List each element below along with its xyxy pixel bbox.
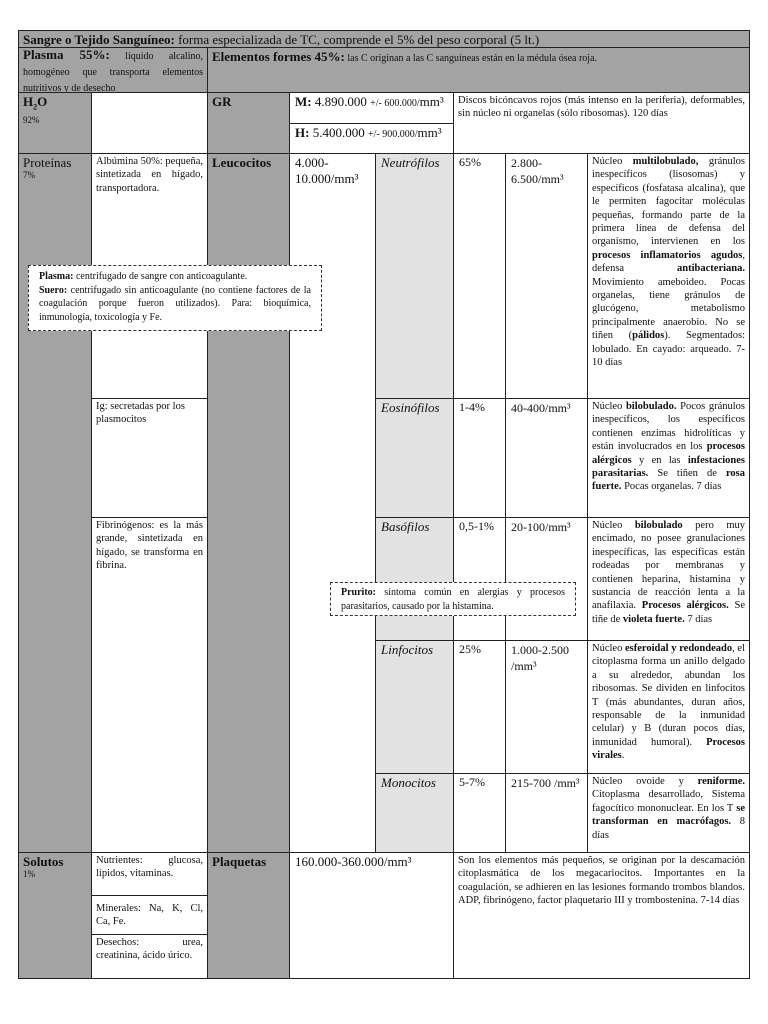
monocitos-name: Monocitos [375,773,454,853]
neutrofilos-name: Neutrófilos [375,153,454,399]
elementos-desc: las C originan a las C sanguíneas están en la médula ósea roja. [344,53,598,64]
h2o-detail [91,92,208,154]
monocitos-pct: 5-7% [453,773,506,853]
leucocitos-count: 4.000-10.000/mm³ [289,153,376,853]
solutos-cell [18,852,92,979]
gr-desc: Discos bicóncavos rojos (más intenso en la periferia), deformables, sin núcleo ni organelas (sólo ribosomas). 120 días [453,92,750,154]
minerales-cell: Minerales: Na, K, Cl, Ca, Fe. [91,895,208,935]
linfocitos-name: Linfocitos [375,640,454,774]
proteinas-label: Proteínas [23,155,72,170]
ig-cell: Ig: secretadas por los plasmocitos [91,398,208,518]
basofilos-desc: Núcleo bilobulado pero muy encimado, no posee granulaciones inespecíficas, las específicas están rodeadas por membranas y contienen heparina, histamina y sustancia de reacción lenta a la anafilaxia. Procesos alérgicos. Se tiñe de violeta fuerte. 7 días [587,517,750,641]
nutrientes-cell: Nutrientes: glucosa, lípidos, vitaminas. [91,852,208,896]
neutrofilos-desc: Núcleo multilobulado, gránulos inespecíficos (lisosomas) y específicos (fosfatasa alcalina), que le permiten fagocitar moléculas pequeñas, formando parte de la primera línea de defensa del organismo, intervienen en los procesos inflamatorios agudos, defensa antibacteriana. Movimiento ameboideo. Pocas organelas, tiene gránulos de glucógeno, metabolismo principalmente anaerobio. No se tiñen (pálidos). Segmentados: lobulado. En cayado: arqueado. 7-10 días [587,153,750,399]
solutos-label: Solutos [23,854,64,869]
proteinas-cell [18,153,92,853]
eosinofilos-count: 40-400/mm³ [505,398,588,518]
plasma-header [18,47,208,93]
albumina-cell: Albúmina 50%: pequeña, sintetizada en hígado, transportadora. [91,153,208,399]
h2o-cell [18,92,92,154]
title-row [18,30,750,48]
plaquetas-count: 160.000-360.000/mm³ [289,852,454,979]
note-plasma-suero [28,265,322,331]
plaquetas-desc: Son los elementos más pequeños, se originan por la descamación citoplasmática de los megacariocitos. Importantes en la coagulación, se adhieren en las lesiones formando trombos blandos. ADP, fibrinógeno, factor plaquetario III y trombostenina. 7-14 días [453,852,750,979]
monocitos-desc: Núcleo ovoide y reniforme. Citoplasma desarrollado, Sistema fagocítico mononuclear. En los T se transforman en macrófagos. 8 días [587,773,750,853]
plasma-label: Plasma 55%: [23,47,110,62]
basofilos-pct: 0,5-1% [453,517,506,641]
gr-male: M: 4.890.000 +/- 600.000/mm³ [289,92,454,124]
linfocitos-desc: Núcleo esferoidal y redondeado, el citoplasma forma un anillo delgado a su alrededor, abundan los ribosomas. Se dividen en linfocitos T (más abundantes, duran años, responsable de la inmunidad celular) y B (duran pocos días, inmunidad humoral). Procesos virales. [587,640,750,774]
neutrofilos-pct: 65% [453,153,506,399]
proteinas-pct: 7% [23,170,35,180]
linfocitos-pct: 25% [453,640,506,774]
plaquetas-label: Plaquetas [207,852,290,979]
h2o-label: $H_2O$ [23,94,48,112]
gr-label: GR [207,92,290,154]
note-prurito: Prurito: síntoma común en alergias y procesos parasitarios, causado por la histamina. [330,582,576,616]
elementos-label: Elementos formes 45%: [212,49,345,64]
leucocitos-label: Leucocitos [207,153,290,853]
basofilos-name: Basófilos [375,517,454,641]
h2o-pct: 92% [23,114,40,125]
fibrinogenos-cell: Fibrinógenos: es la más grande, sintetizada en hígado, se transforma en fibrina. [91,517,208,853]
plasma-desc: líquido alcalino, homogéneo que transporta elementos nutritivos y de desecho [23,51,203,93]
title-rest: forma especializada de TC, comprende el 5% del peso corporal (5 lt.) [174,32,540,47]
linfocitos-count: 1.000-2.500 /mm³ [505,640,588,774]
eosinofilos-desc: Núcleo bilobulado. Pocos gránulos inespecíficos, los específicos contienen enzimas hidrolíticas y están involucrados en los procesos alérgicos y en las infestaciones parasitarias. Se tiñen de rosa fuerte. Pocas organelas. 7 días [587,398,750,518]
basofilos-count: 20-100/mm³ [505,517,588,641]
eosinofilos-pct: 1-4% [453,398,506,518]
plasma-text [23,48,203,93]
monocitos-count: 215-700 /mm³ [505,773,588,853]
gr-female: H: 5.400.000 +/- 900.000/mm³ [289,123,454,154]
eosinofilos-name: Eosinófilos [375,398,454,518]
elementos-header [207,47,750,93]
neutrofilos-count: 2.800-6.500/mm³ [505,153,588,399]
solutos-pct: 1% [23,869,35,879]
title-bold: Sangre o Tejido Sanguíneo: [23,32,175,47]
desechos-cell: Desechos: urea, creatinina, ácido úrico. [91,934,208,979]
note-suero-line: Suero: centrifugado sin anticoagulante (no contiene factores de la coagulación porque fueron utilizados). Para: bioquímica, inmunología, toxicología y Fe. [39,284,311,323]
note-plasma-line: Plasma: centrifugado de sangre con anticoagulante. [39,271,248,282]
